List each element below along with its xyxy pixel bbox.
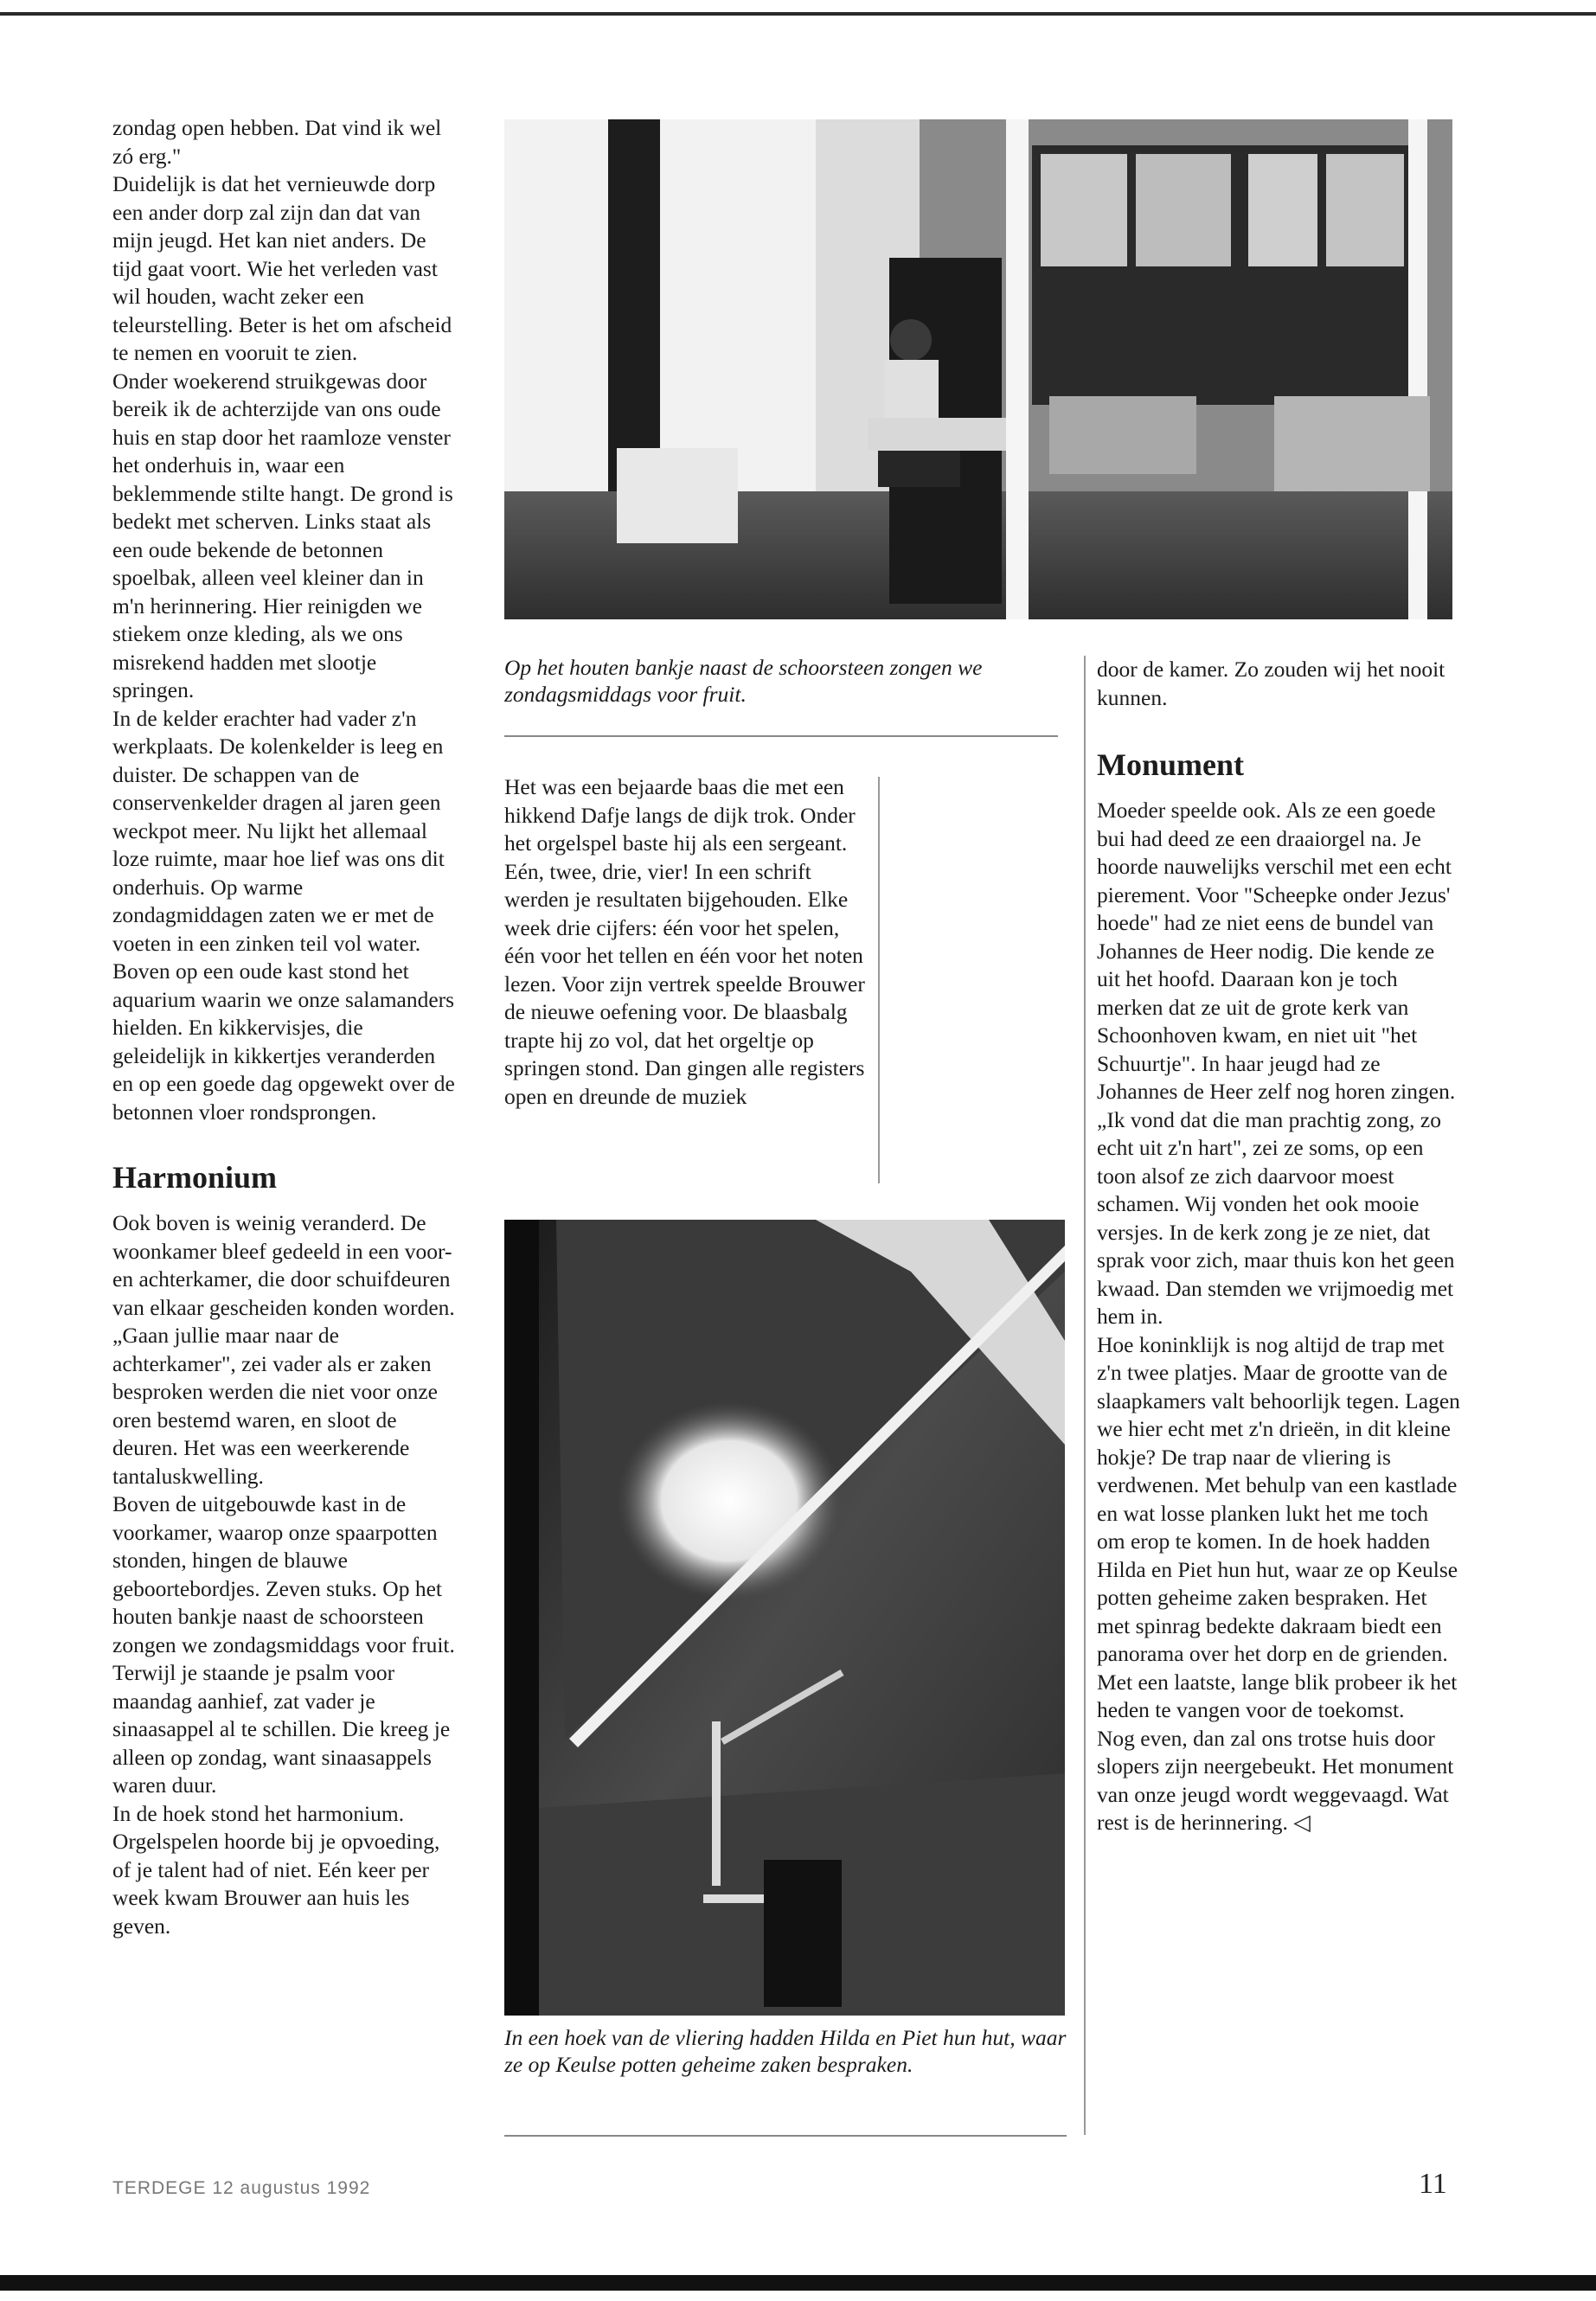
- article-column-3: [1097, 656, 1460, 1837]
- paragraph: „Ik vond dat die man prachtig zong, zo echt uit z'n hart", zei ze soms, op een toon alsof ze zich daarvoor moest schamen. Wij vonden het ook mooie versjes. In de kerk zong je ze niet, dat sprak voor zich, maar thuis kon het geen kwaad. Dan stemden we vrijmoedig met hem in.: [1097, 1106, 1455, 1329]
- section-heading-harmonium: Harmonium: [112, 1160, 278, 1195]
- paragraph: Terwijl je staande je psalm voor maandag aanhief, zat vader je sinaasappel al te schillen. Die kreeg je alleen op zondag, want sinaasappels waren duur.: [112, 1660, 451, 1798]
- photo-caption-2: In een hoek van de vliering hadden Hilda en Piet hun hut, waar ze op Keulse potten geheime zaken bespraken.: [504, 2025, 1067, 2077]
- paragraph: Onder woekerend struikgewas door bereik ik de achterzijde van ons oude huis en stap door het raamloze venster het onderhuis in, waar een beklemmende stilte hangt. De grond is bedekt met scherven. Links staat als een oude bekende de betonnen spoelbak, alleen veel kleiner dan in m'n herinnering. Hier reinigden we stiekem onze kleding, als we ons misrekend hadden met slootje springen.: [112, 368, 453, 702]
- paragraph: Duidelijk is dat het vernieuwde dorp een ander dorp zal zijn dan dat van mijn jeugd. Het kan niet anders. De tijd gaat voort. Wie het verleden vast wil houden, wacht zeker een teleurstelling. Beter is het om afscheid te nemen en vooruit te zien.: [112, 171, 452, 365]
- article-column-2: [504, 773, 868, 1111]
- photo-man-on-bench: [504, 119, 1452, 619]
- paragraph: zondag open hebben. Dat vind ik wel zó erg.": [112, 115, 442, 169]
- page-number: 11: [1419, 2168, 1447, 2200]
- paragraph: Boven op een oude kast stond het aquarium waarin we onze salamanders hielden. En kikkervisjes, die geleidelijk in kikkertjes veranderden en op een goede dag opgewekt over de betonnen vloer rondsprongen.: [112, 958, 455, 1125]
- publication-footer: TERDEGE 12 augustus 1992: [112, 2178, 371, 2198]
- photo-attic-chair: [504, 1220, 1065, 2016]
- section-heading-monument: Monument: [1097, 747, 1244, 782]
- paragraph: Moeder speelde ook. Als ze een goede bui had deed ze een draaiorgel na. Je hoorde nauwelijks verschil met een echt pierement. Voor "Scheepke onder Jezus' hoede" had ze niet eens de bundel van Johannes de Heer nodig. Die kende ze uit het hoofd. Daaraan kon je toch merken dat ze uit de grote kerk van Schoonhoven kwam, en niet uit "het Schuurtje". In haar jeugd had ze Johannes de Heer zelf nog horen zingen.: [1097, 798, 1456, 1104]
- paragraph: Boven de uitgebouwde kast in de voorkamer, waarop onze spaarpotten stonden, hingen de blauwe geboortebordjes. Zeven stuks. Op het houten bankje naast de schoorsteen zongen we zondagsmiddags voor fruit.: [112, 1491, 455, 1657]
- caption-rule: [504, 2135, 1067, 2137]
- article-column-1: [112, 114, 458, 1940]
- paragraph: Ook boven is weinig veranderd. De woonkamer bleef gedeeld in een voor- en achterkamer, die door schuifdeuren van elkaar gescheiden konden worden.: [112, 1210, 455, 1320]
- paragraph: Nog even, dan zal ons trotse huis door slopers zijn neergebeukt. Het monument van onze jeugd wordt weggevaagd. Wat rest is de herinnering. ◁: [1097, 1725, 1454, 1835]
- photo-caption-1: Op het houten bankje naast de schoorsteen zongen we zondagsmiddags voor fruit.: [504, 655, 983, 707]
- paragraph: In de hoek stond het harmonium. Orgelspelen hoorde bij je opvoeding, of je talent had of niet. Eén keer per week kwam Brouwer aan huis les geven.: [112, 1800, 440, 1939]
- column-divider: [1084, 656, 1086, 2135]
- paragraph: In de kelder erachter had vader z'n werkplaats. De kolenkelder is leeg en duister. De schappen van de conservenkelder dragen al jaren geen weckpot meer. Nu lijkt het allemaal loze ruimte, maar hoe lief was ons dit onderhuis. Op warme zondagmiddagen zaten we er met de voeten in een zinken teil vol water.: [112, 705, 445, 956]
- paragraph: door de kamer. Zo zouden wij het nooit kunnen.: [1097, 657, 1445, 710]
- top-rule: [0, 12, 1596, 16]
- column-divider: [878, 777, 880, 1183]
- paragraph: „Gaan jullie maar naar de achterkamer", zei vader als er zaken besproken werden die niet voor onze oren bestemd waren, en sloot de deuren. Het was een weerkerende tantaluskwelling.: [112, 1323, 438, 1489]
- paragraph: Het was een bejaarde baas die met een hikkend Dafje langs de dijk trok. Onder het orgelspel baste hij als een sergeant. Eén, twee, drie, vier! In een schrift werden je resultaten bijgehouden. Elke week drie cijfers: één voor het spelen, één voor het tellen en één voor het noten lezen. Voor zijn vertrek speelde Brouwer de nieuwe oefening voor. De blaasbalg trapte hij zo vol, dat het orgeltje op springen stond. Dan gingen alle registers open en dreunde de muziek: [504, 774, 865, 1109]
- caption-rule: [504, 735, 1058, 737]
- paragraph: Hoe koninklijk is nog altijd de trap met z'n twee platjes. Maar de grootte van de slaapkamers valt behoorlijk tegen. Lagen we hier echt met z'n drieën, in dit kleine hokje? De trap naar de vliering is verdwenen. Met behulp van een kastlade en wat losse planken lukt het me toch om erop te komen. In de hoek hadden Hilda en Piet hun hut, waar ze op Keulse potten geheime zaken bespraken. Het met spinrag bedekte dakraam biedt een panorama over het dorp en de grienden. Met een laatste, lange blik probeer ik het heden te vangen voor de toekomst.: [1097, 1331, 1460, 1722]
- bottom-rule: [0, 2275, 1596, 2291]
